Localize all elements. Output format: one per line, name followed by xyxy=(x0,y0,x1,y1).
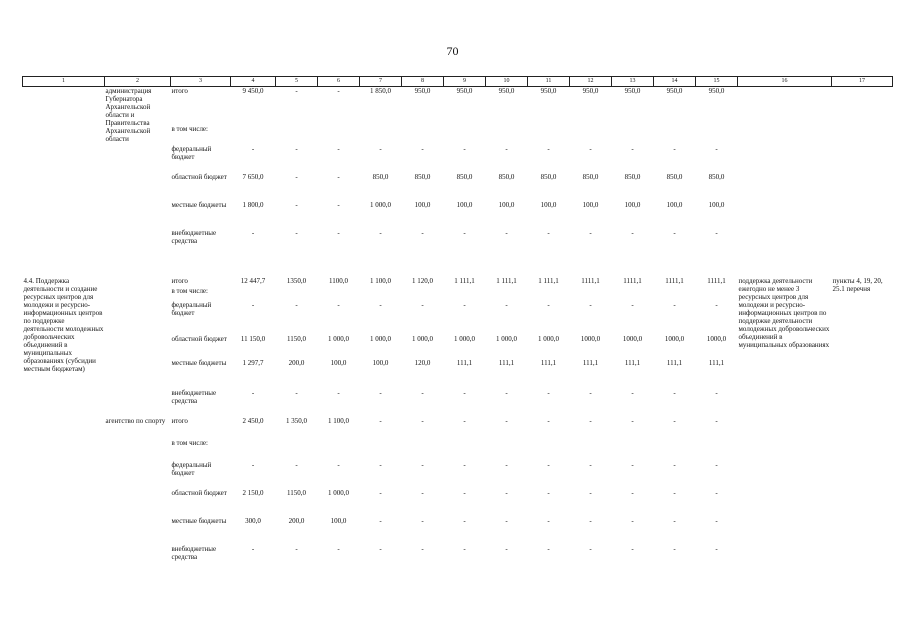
funding-value: - xyxy=(631,228,634,237)
funding-value: 1000,0 xyxy=(622,334,643,343)
funding-source-label: итого xyxy=(171,276,188,285)
expected-result: поддержка деятельности ежегодно не менее 3 ресурсных центров для молодежи и ресурсно-информационных центров по поддержке деятельности молодежных добровольческих объединений в муниципальных образованиях xyxy=(738,276,830,349)
executor-name: агентство по спорту xyxy=(105,416,166,425)
funding-value: 111,1 xyxy=(540,358,557,367)
funding-value xyxy=(654,287,696,301)
funding-value: 300,0 xyxy=(245,516,261,525)
funding-value: - xyxy=(547,228,550,237)
reference-items: пункты 4, 19, 20, 25.1 перечня xyxy=(832,276,883,293)
funding-source-label: местные бюджеты xyxy=(171,200,227,209)
funding-value: 100,0 xyxy=(582,200,599,209)
funding-value: - xyxy=(337,228,340,237)
funding-value: - xyxy=(505,460,508,469)
funding-value: 1000,0 xyxy=(580,334,601,343)
funding-value: 100,0 xyxy=(498,200,515,209)
funding-value: - xyxy=(251,388,255,397)
funding-value: - xyxy=(631,300,634,309)
funding-value: - xyxy=(251,544,255,553)
activity-name-empty xyxy=(23,87,105,271)
funding-value: 1 111,1 xyxy=(496,276,517,285)
column-header-13: 13 xyxy=(612,77,654,87)
funding-value: - xyxy=(505,228,508,237)
funding-source-label: в том числе: xyxy=(171,438,208,447)
funding-value: - xyxy=(589,544,592,553)
funding-value: 950,0 xyxy=(666,87,683,95)
funding-value: 1 000,0 xyxy=(370,200,391,209)
funding-value: - xyxy=(631,144,634,153)
funding-value: 100,0 xyxy=(372,358,389,367)
funding-value: - xyxy=(589,228,592,237)
funding-value xyxy=(402,125,444,145)
funding-value: - xyxy=(463,416,466,425)
executor-name-empty xyxy=(105,271,171,417)
funding-value: - xyxy=(421,300,424,309)
funding-value: 1 000,0 xyxy=(496,334,517,343)
funding-value: - xyxy=(589,144,592,153)
funding-value: 950,0 xyxy=(582,87,599,95)
funding-value: - xyxy=(673,488,676,497)
funding-value: - xyxy=(547,388,550,397)
funding-value: 100,0 xyxy=(330,516,347,525)
column-header-1: 1 xyxy=(23,77,105,87)
funding-value: - xyxy=(337,87,340,95)
funding-value: - xyxy=(463,228,466,237)
funding-value: - xyxy=(505,300,508,309)
funding-source-label: местные бюджеты xyxy=(171,358,227,367)
column-header-9: 9 xyxy=(444,77,486,87)
funding-value: 1 000,0 xyxy=(328,488,349,497)
funding-value xyxy=(528,287,570,301)
funding-value xyxy=(570,287,612,301)
funding-value: 1150,0 xyxy=(287,488,306,497)
funding-value: 1000,0 xyxy=(706,334,727,343)
funding-source-label: федеральный бюджет xyxy=(171,300,212,317)
funding-value: - xyxy=(463,460,466,469)
funding-value: 111,1 xyxy=(498,358,515,367)
funding-value: 11 150,0 xyxy=(240,334,266,343)
funding-value: - xyxy=(463,516,466,525)
funding-value: 100,0 xyxy=(456,200,473,209)
funding-value: - xyxy=(547,544,550,553)
column-header-4: 4 xyxy=(231,77,276,87)
funding-value: - xyxy=(715,228,718,237)
funding-value xyxy=(402,439,444,461)
column-header-6: 6 xyxy=(318,77,360,87)
column-header-8: 8 xyxy=(402,77,444,87)
funding-source-label: областной бюджет xyxy=(171,488,227,497)
funding-value: - xyxy=(715,388,718,397)
funding-value: 1111,1 xyxy=(581,276,600,285)
funding-value: - xyxy=(379,516,382,525)
funding-value: - xyxy=(547,460,550,469)
funding-value: - xyxy=(379,488,382,497)
column-header-11: 11 xyxy=(528,77,570,87)
page-number: 70 xyxy=(446,44,459,58)
funding-value xyxy=(360,125,402,145)
funding-value: 100,0 xyxy=(330,358,347,367)
funding-value: - xyxy=(631,544,634,553)
reference-items-empty xyxy=(832,87,893,271)
funding-value: - xyxy=(251,300,255,309)
funding-value: - xyxy=(673,388,676,397)
funding-value: - xyxy=(589,516,592,525)
funding-source-label: внебюджетные средства xyxy=(171,544,217,561)
funding-value: 1100,0 xyxy=(329,276,348,285)
funding-value: - xyxy=(547,516,550,525)
funding-value: 9 450,0 xyxy=(242,87,264,95)
funding-value: 850,0 xyxy=(624,172,641,181)
funding-value xyxy=(444,287,486,301)
column-header-7: 7 xyxy=(360,77,402,87)
funding-value: - xyxy=(379,460,382,469)
funding-value: 850,0 xyxy=(666,172,683,181)
funding-value: - xyxy=(673,144,676,153)
funding-value: - xyxy=(631,460,634,469)
funding-value: 111,1 xyxy=(624,358,641,367)
funding-value: 850,0 xyxy=(708,172,725,181)
funding-value: 950,0 xyxy=(708,87,725,95)
funding-value xyxy=(360,439,402,461)
funding-value: - xyxy=(463,488,466,497)
funding-value xyxy=(318,287,360,301)
funding-source-label: областной бюджет xyxy=(171,334,227,343)
funding-value: 1 850,0 xyxy=(370,87,391,95)
funding-value: - xyxy=(505,144,508,153)
funding-value: - xyxy=(631,488,634,497)
funding-value xyxy=(231,439,276,461)
funding-value: - xyxy=(673,460,676,469)
funding-value: 1 000,0 xyxy=(454,334,475,343)
funding-value: 1111,1 xyxy=(707,276,726,285)
funding-value: 1 000,0 xyxy=(412,334,433,343)
funding-value: 100,0 xyxy=(624,200,641,209)
funding-value: 1 000,0 xyxy=(538,334,559,343)
funding-value: - xyxy=(251,144,255,153)
funding-value: - xyxy=(295,460,298,469)
funding-value: 850,0 xyxy=(372,172,389,181)
funding-value: - xyxy=(589,388,592,397)
funding-value: 1000,0 xyxy=(664,334,685,343)
funding-value: - xyxy=(505,488,508,497)
funding-value: - xyxy=(631,388,634,397)
funding-value: 1350,0 xyxy=(286,276,307,285)
funding-value xyxy=(360,287,402,301)
funding-value xyxy=(276,287,318,301)
funding-value: - xyxy=(421,516,424,525)
funding-value: 120,0 xyxy=(414,358,431,367)
funding-source-label: итого xyxy=(171,416,188,425)
funding-source-label: федеральный бюджет xyxy=(171,144,212,161)
funding-value: - xyxy=(715,300,718,309)
funding-value: 850,0 xyxy=(498,172,515,181)
funding-value xyxy=(612,439,654,461)
expected-result-empty xyxy=(738,87,832,271)
funding-value: 950,0 xyxy=(456,87,473,95)
column-header-row xyxy=(23,77,893,87)
funding-value: 1 000,0 xyxy=(328,334,349,343)
funding-value: - xyxy=(251,460,255,469)
funding-value: 111,1 xyxy=(666,358,683,367)
funding-value: 100,0 xyxy=(540,200,557,209)
funding-value: 12 447,7 xyxy=(240,276,266,285)
funding-value: - xyxy=(421,416,424,425)
funding-value: - xyxy=(673,300,676,309)
column-header-12: 12 xyxy=(570,77,612,87)
funding-value: - xyxy=(337,300,340,309)
funding-value xyxy=(276,439,318,461)
funding-value: - xyxy=(673,228,676,237)
funding-value: - xyxy=(547,300,550,309)
funding-source-label: внебюджетные средства xyxy=(171,228,217,245)
funding-value xyxy=(231,125,276,145)
funding-value: 1 800,0 xyxy=(242,200,264,209)
funding-value: 111,1 xyxy=(456,358,473,367)
funding-value: 950,0 xyxy=(414,87,431,95)
funding-value: - xyxy=(421,388,424,397)
funding-value: 1 100,0 xyxy=(370,276,391,285)
executor-name: администрация Губернатора Архангельской области и Правительства Архангельской области xyxy=(105,87,152,143)
column-header-5: 5 xyxy=(276,77,318,87)
funding-value xyxy=(696,125,738,145)
column-header-14: 14 xyxy=(654,77,696,87)
funding-value: - xyxy=(547,488,550,497)
funding-value: - xyxy=(337,460,340,469)
funding-value: - xyxy=(295,144,298,153)
funding-value: - xyxy=(463,144,466,153)
funding-value: 200,0 xyxy=(288,358,305,367)
funding-value: 7 650,0 xyxy=(242,172,264,181)
funding-value: - xyxy=(505,388,508,397)
funding-value xyxy=(654,125,696,145)
funding-value: - xyxy=(295,172,298,181)
funding-value: - xyxy=(379,388,382,397)
funding-value: - xyxy=(715,144,718,153)
funding-value xyxy=(612,287,654,301)
funding-value: 1150,0 xyxy=(287,334,306,343)
column-header-16: 16 xyxy=(738,77,832,87)
funding-value: - xyxy=(673,416,676,425)
funding-value: 2 450,0 xyxy=(242,416,264,425)
funding-value: 850,0 xyxy=(414,172,431,181)
table-row xyxy=(23,271,893,287)
funding-source-label: областной бюджет xyxy=(171,172,227,181)
funding-value xyxy=(696,439,738,461)
funding-value: - xyxy=(715,416,718,425)
funding-value: - xyxy=(295,388,298,397)
funding-value: 100,0 xyxy=(708,200,725,209)
funding-source-label: итого xyxy=(171,87,188,95)
funding-value: - xyxy=(421,544,424,553)
funding-value: - xyxy=(295,300,298,309)
funding-value: - xyxy=(673,516,676,525)
funding-value: - xyxy=(463,388,466,397)
funding-value: 1111,1 xyxy=(665,276,684,285)
funding-value: - xyxy=(505,544,508,553)
column-header-2: 2 xyxy=(105,77,171,87)
activity-name: 4.4. Поддержка деятельности и создание ресурсных центров для молодежи и ресурсно-информационных центров по поддержке деятельности молодежных добровольческих объединений в муниципальных образованиях (субсидии местным бюджетам) xyxy=(23,276,104,373)
column-header-17: 17 xyxy=(832,77,893,87)
funding-value: - xyxy=(715,460,718,469)
funding-value: - xyxy=(505,516,508,525)
funding-value: 850,0 xyxy=(456,172,473,181)
funding-value: - xyxy=(589,488,592,497)
funding-value: 1 100,0 xyxy=(328,416,349,425)
funding-value: - xyxy=(379,228,382,237)
funding-value: - xyxy=(715,488,718,497)
funding-value: - xyxy=(251,228,255,237)
funding-value: 1 111,1 xyxy=(538,276,559,285)
funding-value xyxy=(486,439,528,461)
funding-value: - xyxy=(673,544,676,553)
funding-value xyxy=(486,125,528,145)
column-header-15: 15 xyxy=(696,77,738,87)
funding-value: - xyxy=(589,300,592,309)
funding-value: - xyxy=(547,416,550,425)
column-header-10: 10 xyxy=(486,77,528,87)
column-header-3: 3 xyxy=(171,77,231,87)
funding-value: - xyxy=(631,416,634,425)
funding-value: - xyxy=(295,228,298,237)
funding-value: - xyxy=(295,87,298,95)
funding-value: 111,1 xyxy=(708,358,725,367)
funding-source-label: в том числе: xyxy=(171,286,208,295)
funding-source-label: внебюджетные средства xyxy=(171,388,217,405)
funding-value: - xyxy=(379,144,382,153)
funding-value xyxy=(486,287,528,301)
funding-value xyxy=(231,287,276,301)
funding-value: 850,0 xyxy=(540,172,557,181)
funding-value: - xyxy=(715,544,718,553)
funding-value: - xyxy=(421,228,424,237)
funding-source-label: в том числе: xyxy=(171,124,208,133)
funding-value: - xyxy=(295,200,298,209)
funding-value xyxy=(318,439,360,461)
funding-value: 950,0 xyxy=(498,87,515,95)
funding-source-label: федеральный бюджет xyxy=(171,460,212,477)
funding-value xyxy=(402,287,444,301)
funding-value xyxy=(696,287,738,301)
funding-value: 950,0 xyxy=(540,87,557,95)
funding-value: - xyxy=(337,200,340,209)
funding-value: 100,0 xyxy=(414,200,431,209)
funding-value: - xyxy=(589,416,592,425)
funding-value: - xyxy=(715,516,718,525)
table-row xyxy=(23,87,893,125)
funding-value: - xyxy=(463,544,466,553)
funding-value xyxy=(444,439,486,461)
funding-value xyxy=(612,125,654,145)
funding-value xyxy=(444,125,486,145)
funding-source-label: местные бюджеты xyxy=(171,516,227,525)
funding-value: 100,0 xyxy=(666,200,683,209)
funding-value xyxy=(654,439,696,461)
funding-value: - xyxy=(337,144,340,153)
funding-value: 1 297,7 xyxy=(242,358,264,367)
funding-value: - xyxy=(379,544,382,553)
funding-value: - xyxy=(463,300,466,309)
funding-value: - xyxy=(589,460,592,469)
funding-value: 111,1 xyxy=(582,358,599,367)
funding-value: 1 350,0 xyxy=(286,416,307,425)
funding-value: - xyxy=(505,416,508,425)
funding-value: - xyxy=(295,544,298,553)
funding-value: - xyxy=(421,460,424,469)
funding-value: 2 150,0 xyxy=(242,488,264,497)
funding-value: 1 120,0 xyxy=(412,276,433,285)
funding-value: - xyxy=(421,488,424,497)
funding-value: 950,0 xyxy=(624,87,641,95)
program-table xyxy=(22,76,893,573)
funding-value xyxy=(570,439,612,461)
funding-value: - xyxy=(421,144,424,153)
funding-value: - xyxy=(379,300,382,309)
funding-value xyxy=(528,125,570,145)
funding-value: - xyxy=(631,516,634,525)
funding-value: 1111,1 xyxy=(623,276,642,285)
funding-value: - xyxy=(379,416,382,425)
funding-value xyxy=(276,125,318,145)
funding-value xyxy=(528,439,570,461)
funding-value: 200,0 xyxy=(288,516,305,525)
funding-value: 1 000,0 xyxy=(370,334,391,343)
funding-value xyxy=(570,125,612,145)
funding-value: - xyxy=(337,544,340,553)
funding-value: 1 111,1 xyxy=(454,276,475,285)
funding-value: - xyxy=(547,144,550,153)
funding-value: - xyxy=(337,388,340,397)
funding-value xyxy=(318,125,360,145)
funding-value: - xyxy=(337,172,340,181)
funding-value: 850,0 xyxy=(582,172,599,181)
